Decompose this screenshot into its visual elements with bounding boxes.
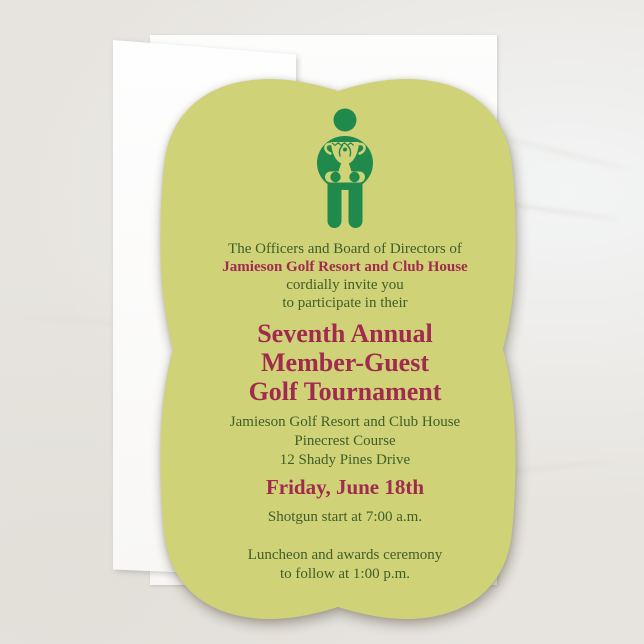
event-title-line-2: Member-Guest (261, 348, 429, 377)
icon-head (334, 109, 357, 132)
host-name: Jamieson Golf Resort and Club House (222, 259, 468, 275)
closing-line-2: to follow at 1:00 p.m. (280, 566, 410, 582)
intro-line-2: cordially invite you (286, 277, 404, 293)
event-title-line-3: Golf Tournament (248, 377, 442, 406)
intro-line-3: to participate in their (282, 295, 408, 311)
intro-line-1: The Officers and Board of Directors of (228, 241, 462, 257)
icon-left-hand (330, 172, 340, 182)
start-info: Shotgun start at 7:00 a.m. (267, 509, 423, 525)
invitation-text-block (167, 240, 523, 584)
venue-line-2: Pinecrest Course (294, 433, 396, 449)
closing-line-1: Luncheon and awards ceremony (247, 547, 443, 563)
icon-right-hand (349, 172, 359, 182)
venue-line-3: 12 Shady Pines Drive (279, 452, 411, 468)
venue-line-1: Jamieson Golf Resort and Club House (229, 414, 461, 430)
trophy-emblem (343, 148, 347, 152)
event-date: Friday, June 18th (265, 475, 425, 499)
event-title-line-1: Seventh Annual (257, 319, 433, 348)
